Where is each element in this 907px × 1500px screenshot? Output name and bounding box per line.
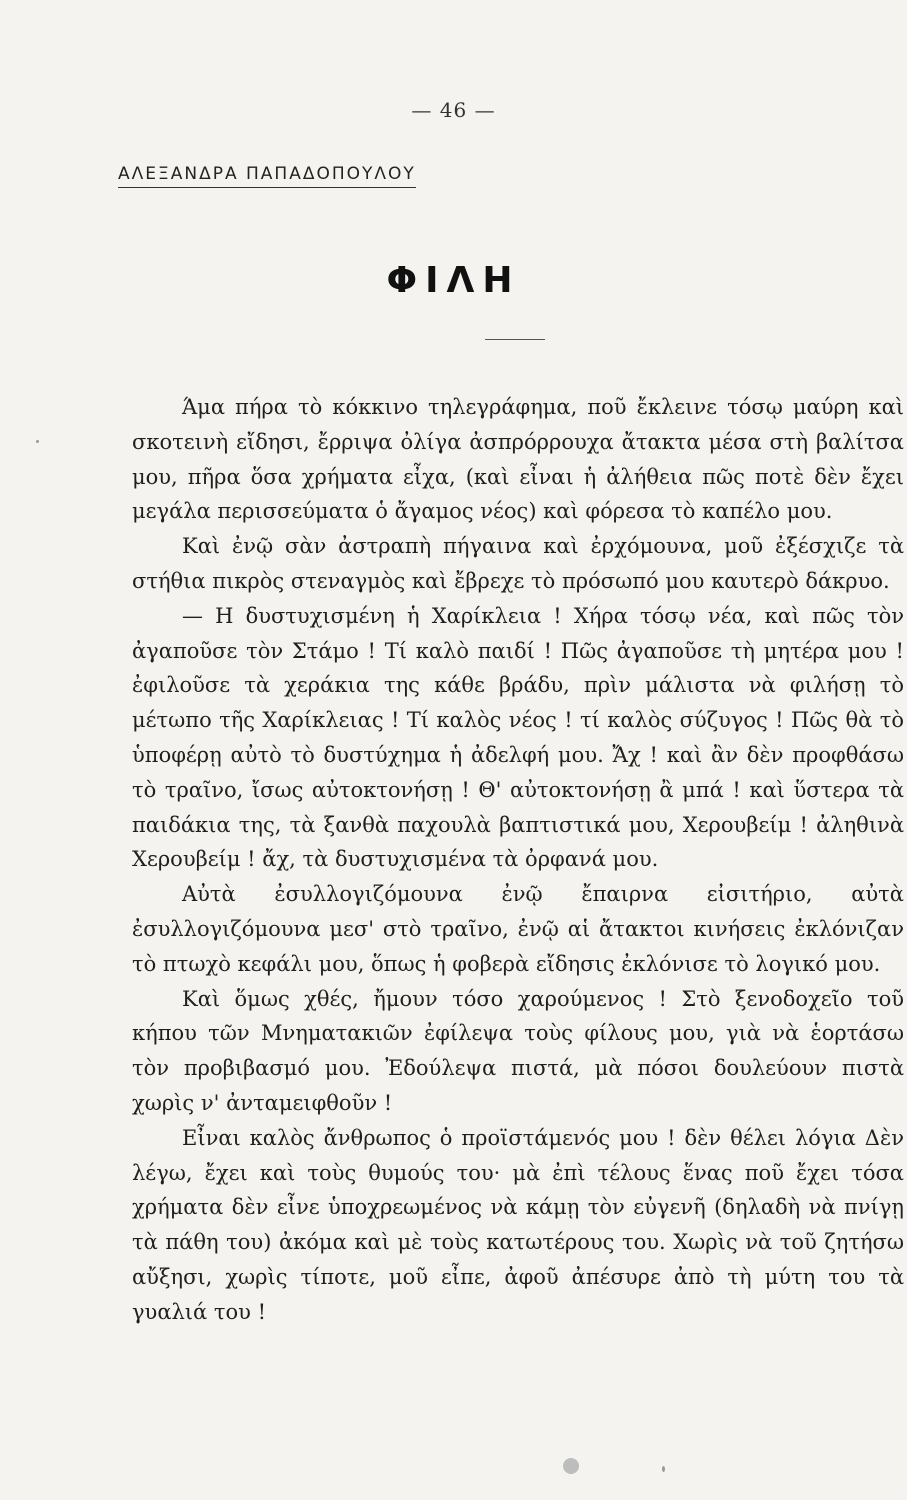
paragraph: Εἶναι καλὸς ἄνθρωπος ὁ προϊστάμενός μου ! δὲν θέλει λόγια Δὲν λέγω, ἔχει καὶ τοὺς θυμούς του· μὰ ἐπὶ τέλους ἕνας ποῦ ἔχει τόσα χρήματα δὲν εἶνε ὑποχρεωμένος νὰ κάμῃ τὸν εὐγενῆ (δηλαδὴ νὰ πνίγῃ τὰ πάθη του) ἀκόμα καὶ μὲ τοὺς κατωτέρους του. Χωρὶς νὰ τοῦ ζητήσω αὔξησι, χωρὶς τίποτε, μοῦ εἶπε, ἀφοῦ ἀπέσυρε ἀπὸ τὴ μύτη του τὰ γυαλιά του ! <box>132 1125 904 1324</box>
story-body <box>132 390 904 1330</box>
story-title: ΦΙΛΗ <box>386 260 521 301</box>
ink-speck <box>36 440 39 443</box>
paragraph: Καὶ ὅμως χθές, ἤμουν τόσο χαρούμενος ! Στὸ ξενοδοχεῖο τοῦ κήπου τῶν Μνηματακιῶν ἐφίλεψα τοὺς φίλους μου, γιὰ νὰ ἑορτάσω τὸν προβιβασμό μου. Ἐδούλεψα πιστά, μὰ πόσοι δουλεύουν πιστὰ χωρὶς ν' ἀνταμειφθοῦν ! <box>132 986 904 1115</box>
paragraph: Καὶ ἐνῷ σὰν ἀστραπὴ πήγαινα καὶ ἐρχόμουνα, μοῦ ἐξέσχιζε τὰ στήθια πικρὸς στεναγμὸς καὶ ἔβρεχε τὸ πρόσωπό μου καυτερὸ δάκρυο. <box>132 534 904 593</box>
paragraph: Αὐτὰ ἐσυλλογιζόμουνα ἐνῷ ἔπαιρνα εἰσιτήριο, αὐτὰ ἐσυλλογιζόμουνα μεσ' στὸ τραῖνο, ἐνῷ αἱ ἄτακτοι κινήσεις ἐκλόνιζαν τὸ πτωχὸ κεφάλι μου, ὅπως ἡ φοβερὰ εἴδησις ἐκλόνισε τὸ λογικό μου. <box>132 882 904 976</box>
paragraph: Άμα πήρα τὸ κόκκινο τηλεγράφημα, ποῦ ἔκλεινε τόσῳ μαύρη καὶ σκοτεινὴ εἴδησι, ἔρριψα ὀλίγα ἀσπρόρρουχα ἄτακτα μέσα στὴ βαλίτσα μου, πῆρα ὅσα χρήματα εἶχα, (καὶ εἶναι ἡ ἀλήθεια πῶς ποτὲ δὲν ἔχει μεγάλα περισσεύματα ὁ ἄγαμος νέος) καὶ φόρεσα τὸ καπέλο μου. <box>132 395 904 524</box>
ink-spot <box>563 1458 579 1474</box>
ink-speck <box>662 1466 665 1472</box>
page-number: — 46 — <box>411 98 496 122</box>
paragraph: — Η δυστυχισμένη ἡ Χαρίκλεια ! Χήρα τόσῳ νέα, καὶ πῶς τὸν ἀγαποῦσε τὸν Στάμο ! Τί καλὸ παιδί ! Πῶς ἀγαποῦσε τὴ μητέρα μου ! ἐφιλοῦσε τὰ χεράκια της κάθε βράδυ, πρὶν μάλιστα νὰ φιλήσῃ τὸ μέτωπο τῆς Χαρίκλειας ! Τί καλὸς νέος ! τί καλὸς σύζυγος ! Πῶς θὰ τὸ ὑποφέρῃ αὐτὸ τὸ δυστύχημα ἡ ἀδελφή μου. Ἄχ ! καὶ ἂν δὲν προφθάσω τὸ τραῖνο, ἴσως αὐτοκτονήσῃ ! Θ' αὐτοκτονήσῃ ἂ μπά ! καὶ ὕστερα τὰ παιδάκια της, τὰ ξανθὰ παχουλὰ βαπτιστικά μου, Χερουβείμ ! ἀληθινὰ Χερουβείμ ! ἄχ, τὰ δυστυχισμένα τὰ ὀρφανά μου. <box>132 603 904 872</box>
title-divider <box>485 339 545 340</box>
author-name: ΑΛΕΞΑΝΔΡΑ ΠΑΠΑΔΟΠΟΥΛΟΥ <box>118 164 416 188</box>
